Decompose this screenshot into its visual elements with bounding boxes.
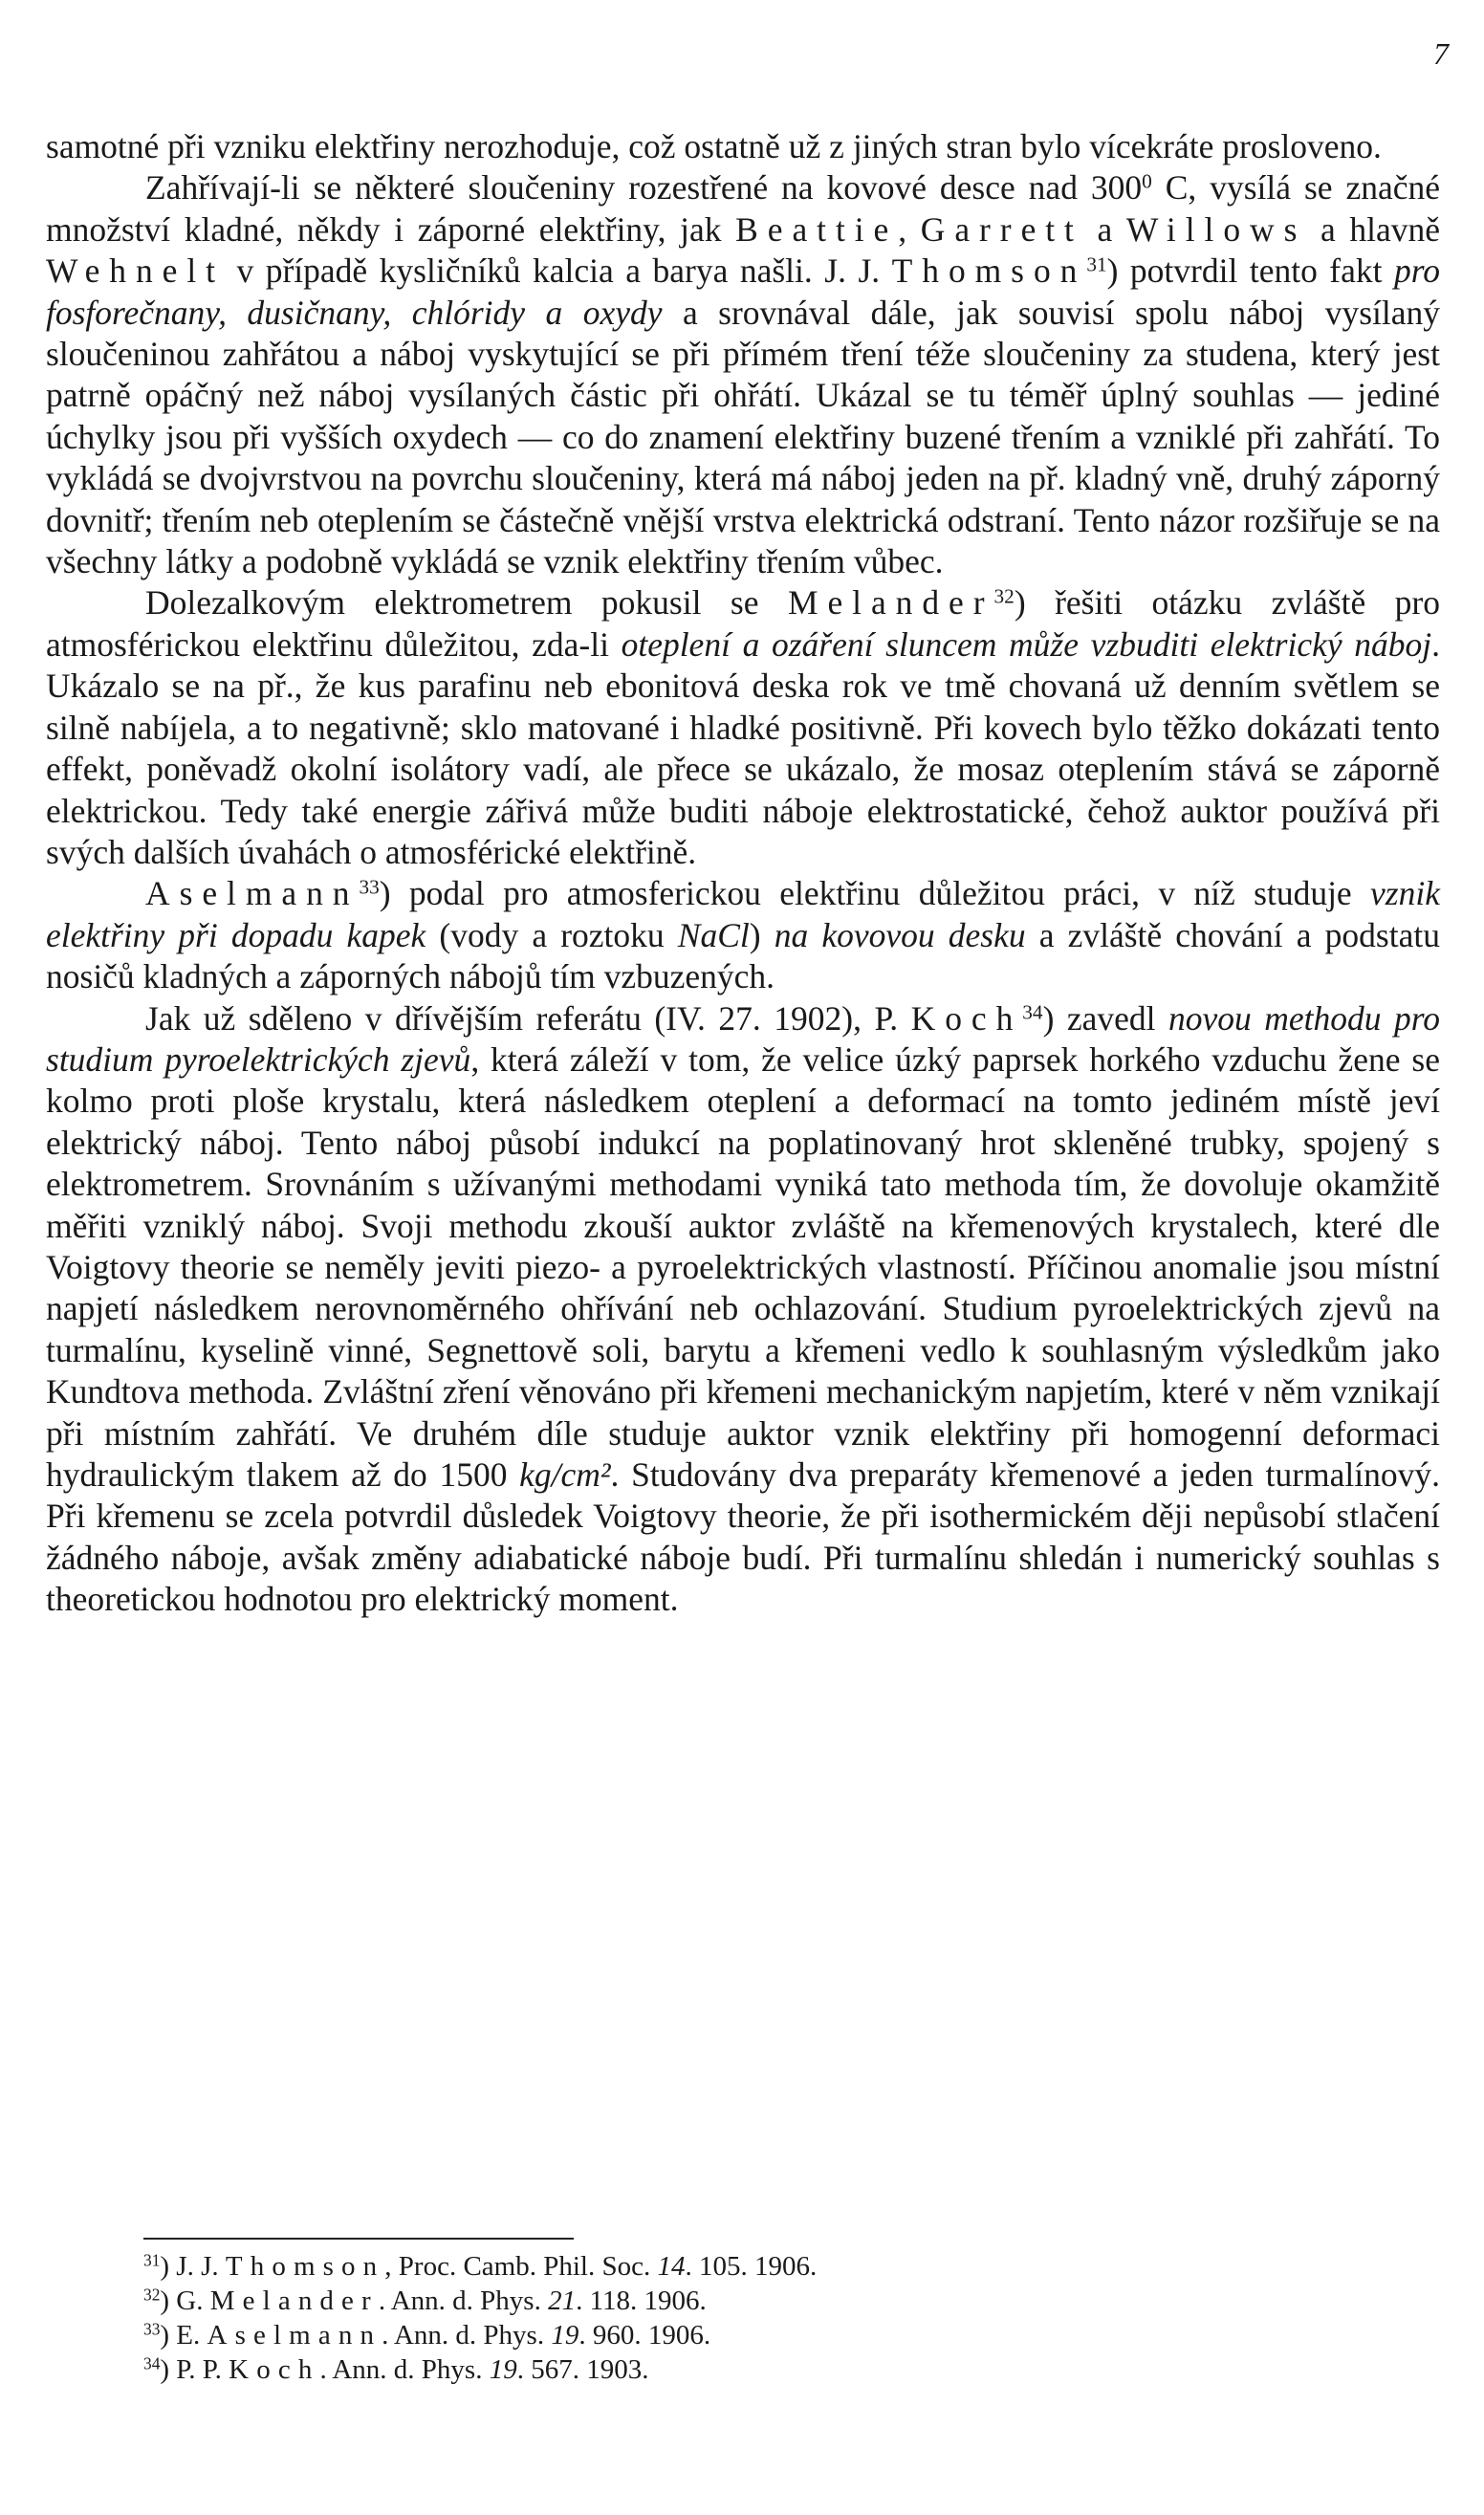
footnote-rule	[143, 2238, 574, 2240]
text-run: a zvláště chování a podstatu nosičů kladných a záporných nábojů tím vzbuzených.	[46, 915, 1440, 996]
footnote-ref: 34	[143, 2353, 161, 2373]
text-run: ,	[898, 209, 921, 249]
paragraph	[46, 582, 1440, 873]
footnote	[143, 2284, 1195, 2318]
emphasis-text: novou methodu pro studium pyroelektrických zjevů	[46, 998, 1440, 1079]
text-run: samotné při vzniku elektřiny nerozhoduje, což ostatně už z jiných stran bylo vícekráte prosloveno.	[46, 127, 1382, 165]
paragraph	[46, 873, 1440, 997]
text-run: . Ukázalo se na př., že kus parafinu neb ebonitová deska rok ve tmě chovaná už denním světlem se silně nabíjela, a to negativně; sklo matované i hladké positivně. Při kovech bylo těžko dokázati tento effekt, poněvadž okolní isolátory vadí, ale přece se ukázalo, že mosaz oteplením stává se záporně elektrickou. Tedy také energie zářivá může buditi náboje elektrostatické, čehož auktor používá při svých dalších úvahách o atmosférické elektřině.	[46, 624, 1441, 871]
text-run: ) podal pro atmosferickou elektřinu důležitou práci, v níž studuje	[379, 874, 1371, 913]
text-run: ) řešiti otázku zvláště pro atmosférickou elektřinu důležitou, zda-li	[46, 583, 1440, 664]
emphasis-text: na kovovou desku	[774, 915, 1026, 954]
footnote-ref: 33	[143, 2319, 161, 2339]
text-run: ) J. J.	[160, 2251, 226, 2282]
footnote	[143, 2318, 1195, 2352]
footnote-ref: 33	[359, 875, 380, 899]
text-run: a	[1082, 209, 1126, 249]
paragraph	[46, 126, 1440, 167]
emphasis-text: 19	[551, 2320, 579, 2351]
author-name: Aselmann	[145, 874, 360, 913]
text-run: ) potvrdil tento fakt	[1106, 252, 1394, 291]
footnote-ref: 31	[143, 2250, 161, 2270]
author-name: Melander	[787, 583, 994, 623]
emphasis-text: vznik elektřiny při dopadu kapek	[46, 874, 1440, 954]
author-name: Melander	[209, 2285, 379, 2316]
text-run: , která záleží v tom, že velice úzký paprsek horkého vzduchu žene se kolmo proti ploše krystalu, která následkem oteplení a deformací na tomto jediném místě jeví elektrický náboj. Tento náboj působí indukcí na poplatinovaný hrot skleněné trubky, spojený s elektrometrem. Srovnáním s užívanými methodami vyniká tato methoda tím, že dovoluje okamžitě měřiti vzniklý náboj. Svoji methodu zkouší auktor zvláště na křemenových krystalech, které dle Voigtovy theorie se neměly jeviti piezo- a pyroelektrických vlastností. Příčinou anomalie jsou místní napjetí následkem nerovnoměrného ohřívání neb ochlazování. Studium pyroelektrických zjevů na turmalínu, kyselině vinné, Segnettově soli, barytu a křemeni vedlo k souhlasným výsledkům jako Kundtova methoda. Zvláštní zření věnováno při křemeni mechanickým napjetím, které v něm vznikají při místním zahřátí. Ve druhém díle studuje auktor vznik elektřiny při homogenní deformaci hydraulickým tlakem až do 1500	[46, 1039, 1440, 1494]
text-run: Dolezalkovým elektrometrem pokusil se	[145, 583, 788, 623]
emphasis-text: NaCl	[677, 915, 750, 954]
text-run: , Proc. Camb. Phil. Soc.	[384, 2251, 658, 2282]
text-run: v případě kysličníků kalcia a barya našli. J. J.	[224, 252, 892, 291]
text-run: a srovnával dále, jak souvisí spolu náboj vysílaný sloučeninou zahřátou a náboj vyskytující se při přímém tření téže sloučeniny za studena, který jest patrně opáčný než náboj vysílaných částic při ohřátí. Ukázal se tu téměř úplný souhlas — jediné úchylky jsou při vyšších oxydech — co do znamení elektřiny buzené třením a vzniklé při zahřátí. To vykládá se dvojvrstvou na povrchu sloučeniny, která má náboj jeden na př. kladný vně, druhý záporný dovnitř; třením neb oteplením se částečně vnější vrstva elektrická odstraní. Tento názor rozšiřuje se na všechny látky a podobně vykládá se vznik elektřiny třením vůbec.	[46, 293, 1440, 581]
footnote-ref: 32	[143, 2285, 161, 2305]
text-run: . 118. 1906.	[576, 2285, 707, 2316]
text-run: . Ann. d. Phys.	[319, 2354, 490, 2385]
emphasis-text: kg/cm²	[519, 1455, 611, 1494]
footnote	[143, 2352, 1195, 2387]
text-run: . Studovány dva preparáty křemenové a jeden turmalínový. Při křemenu se zcela potvrdil důsledek Voigtovy theorie, že při isothermickém ději nepůsobí stlačení žádného náboje, avšak změny adiabatické náboje budí. Při turmalínu shledán i numerický souhlas s theoretickou hodnotou pro elektrický moment.	[46, 1455, 1440, 1619]
text-run: a hlavně	[1306, 209, 1440, 249]
body-text	[46, 126, 1440, 1621]
text-run: ) zavedl	[1042, 998, 1168, 1038]
text-run: )	[749, 915, 775, 954]
text-run: Zahřívají-li se některé sloučeniny rozestřené na kovové desce nad 300	[145, 168, 1143, 208]
footnotes	[143, 2249, 1195, 2387]
author-name: Wehnelt	[46, 252, 225, 291]
author-name: Thomson	[225, 2251, 385, 2282]
text-run: Jak už sděleno v dřívějším referátu (IV. 27. 1902), P.	[145, 998, 911, 1038]
emphasis-text: oteplení a ozáření sluncem může vzbuditi elektrický náboj	[621, 624, 1432, 664]
text-run: . 960. 1906.	[578, 2320, 711, 2351]
author-name: Koch	[229, 2354, 320, 2385]
author-name: Willows	[1125, 209, 1307, 249]
author-name: Garrett	[920, 209, 1083, 249]
text-run: . 567. 1903.	[516, 2354, 649, 2385]
text-run: ) E.	[160, 2320, 207, 2351]
footnote-ref: 0	[1142, 169, 1152, 193]
emphasis-text: 19	[489, 2354, 517, 2385]
text-run: ) P. P.	[160, 2354, 229, 2385]
emphasis-text: 14	[657, 2251, 686, 2282]
text-run: C, vysílá se značné množství kladné, někdy i záporné elektřiny, jak	[46, 168, 1440, 249]
paragraph	[46, 167, 1440, 582]
paragraph	[46, 998, 1440, 1621]
footnote-ref: 31	[1086, 252, 1107, 276]
text-run: . 105. 1906.	[685, 2251, 818, 2282]
footnote-ref: 34	[1022, 999, 1043, 1023]
text-run: . Ann. d. Phys.	[378, 2285, 549, 2316]
page-number: 7	[1433, 36, 1449, 71]
author-name: Thomson	[891, 252, 1087, 291]
footnote	[143, 2249, 1195, 2284]
text-run: ) G.	[160, 2285, 210, 2316]
author-name: Aselmann	[207, 2320, 382, 2351]
emphasis-text: pro fosforečnany, dusičnany, chlóridy a oxydy	[46, 252, 1440, 332]
author-name: Koch	[910, 998, 1023, 1038]
emphasis-text: 21	[548, 2285, 577, 2316]
text-run: . Ann. d. Phys.	[382, 2320, 552, 2351]
author-name: Beattie	[735, 209, 899, 249]
footnote-ref: 32	[993, 584, 1015, 608]
text-run: (vody a roztoku	[426, 915, 678, 954]
